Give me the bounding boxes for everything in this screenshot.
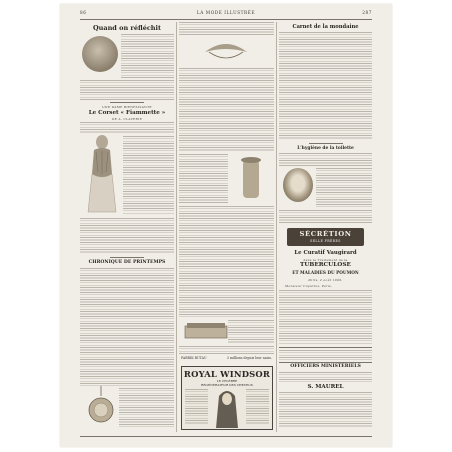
testimonial-text [279, 290, 372, 344]
column-divider [276, 22, 277, 432]
secretion-title: SÉCRÉTION [299, 230, 352, 238]
small-advert-right: 3 millions depuis leur naiss. [226, 356, 272, 360]
body-text [119, 388, 174, 428]
powder-box-illustration [183, 320, 229, 342]
advert-text [246, 389, 269, 425]
advert-text [185, 389, 208, 425]
maurel-name: S. MAUREL [307, 384, 344, 390]
jewelry-medallion-image [82, 36, 118, 72]
body-text [279, 153, 372, 167]
royal-windsor-sub1: LE CÉLÈBRE [216, 379, 238, 383]
section-rule [110, 257, 144, 258]
page-number-left: 86 [80, 10, 87, 15]
heading-corset-author: DE A. CLAVERIE [111, 117, 143, 121]
body-text [80, 122, 174, 134]
column-2 [179, 22, 274, 432]
curatif-subtitle: dans le Traitement de la [303, 258, 348, 262]
curatif-title: Le Curatif Vaugirard [294, 250, 357, 256]
body-text [80, 268, 174, 386]
officiers-ministeriels-heading: OFFICIERS MINISTÉRIELS [290, 364, 361, 369]
body-text [316, 168, 372, 208]
body-text [80, 218, 174, 254]
corset-figure-illustration [82, 134, 122, 214]
heading-chronique-printemps: CHRONIQUE DE PRINTEMPS [88, 260, 166, 265]
secretion-banner [287, 228, 364, 246]
body-text [179, 346, 274, 354]
heading-quand-on-reflechit: Quand on réfléchit [92, 24, 162, 32]
page-header [80, 10, 372, 18]
body-text [279, 32, 372, 140]
royal-windsor-advert [181, 366, 273, 430]
heading-hygiene-toilette: L'hygiène de la toilette [297, 146, 354, 151]
body-text [279, 372, 372, 382]
section-rule [279, 347, 372, 348]
letter-date: Paris, 2 août 1909. [308, 278, 343, 282]
body-text [279, 350, 372, 360]
secretion-sub: SELLE FRÈRES [310, 239, 341, 243]
body-text [228, 320, 274, 344]
royal-windsor-title: ROYAL WINDSOR [183, 369, 271, 379]
body-text [279, 210, 372, 224]
section-rule [110, 102, 144, 103]
section-rule [309, 143, 343, 144]
pendant-watch-illustration [86, 386, 116, 428]
woman-portrait-medallion [283, 168, 313, 202]
parasol-hat-illustration [203, 38, 249, 66]
small-advert-row [179, 356, 274, 364]
heading-carnet-mondaine: Carnet de la mondaine [292, 24, 359, 30]
body-text [123, 136, 174, 214]
column-divider [176, 22, 177, 432]
body-text [279, 392, 372, 428]
vase-jewelry-illustration [229, 156, 273, 202]
royal-windsor-sub2: RÉGÉNÉRATEUR DES CHEVEUX [201, 383, 253, 387]
letter-salutation: Monsieur Cuputtes, Paris, [285, 284, 333, 288]
section-rule [279, 362, 372, 363]
page-number-right: 287 [362, 10, 372, 15]
heading-corset-fiammette: Le Corset « Fiammette » [88, 110, 166, 116]
footer-rule [80, 436, 372, 437]
body-text [179, 68, 274, 152]
small-advert-left: FABRIK BUTAU [181, 356, 207, 360]
body-text [121, 34, 174, 78]
tuberculose-heading: TUBERCULOSE [300, 262, 351, 268]
maladies-heading: ET MALADIES DU POUMON [292, 270, 359, 275]
subheading-dame-bienfaisante: UNE DAME BIENFAISANTE [102, 105, 152, 109]
column-3 [279, 22, 372, 432]
body-text [179, 154, 228, 204]
long-hair-woman-portrait [212, 388, 242, 428]
body-text [80, 80, 174, 100]
page-sheet [60, 4, 392, 447]
header-rule [80, 19, 372, 20]
body-text [179, 22, 274, 36]
body-text [179, 206, 274, 318]
journal-title: LA MODE ILLUSTRÉE [196, 10, 256, 15]
column-1 [80, 22, 174, 432]
